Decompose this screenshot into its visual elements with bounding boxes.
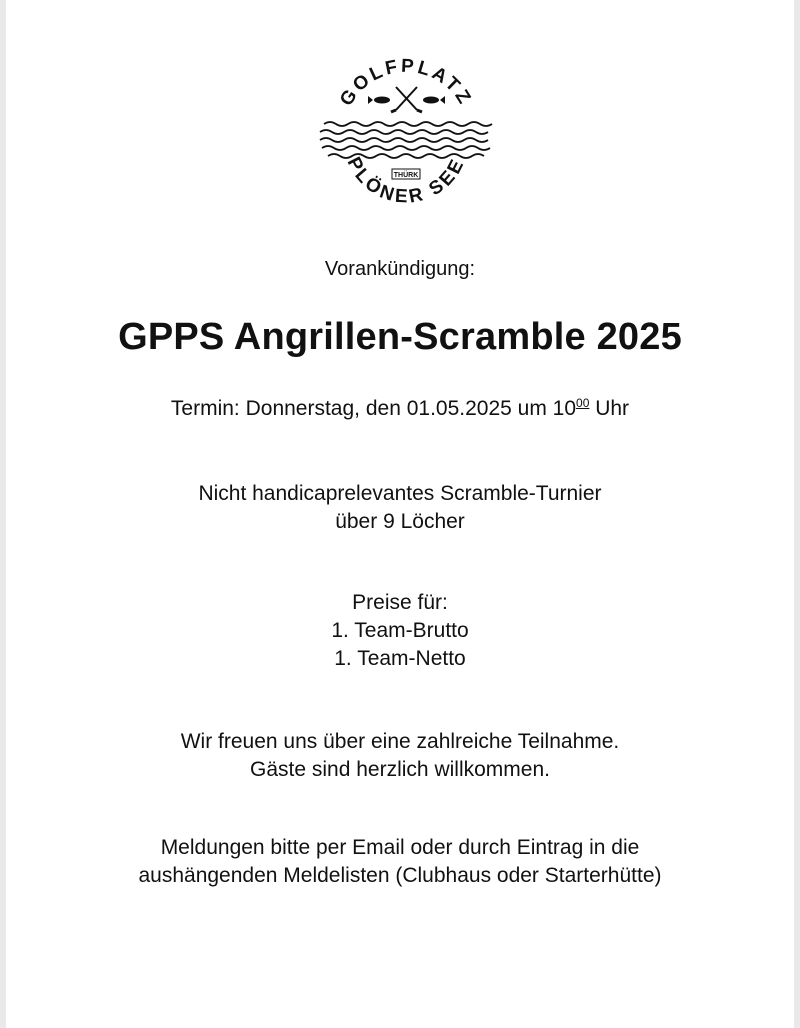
welcome-line: Wir freuen uns über eine zahlreiche Teilnahme.: [180, 730, 620, 753]
logo-bottom-text: PLÖNER SEE: [342, 153, 470, 208]
event-date-minutes: 00: [576, 396, 590, 410]
event-title: GPPS Angrillen-Scramble 2025: [118, 316, 682, 358]
golfplatz-logo: [316, 52, 496, 232]
welcome-message: [6, 728, 794, 784]
description-line: über 9 Löcher: [335, 510, 465, 533]
svg-text:PLÖNER SEE: [343, 154, 470, 208]
pre-title: Vorankündigung:: [324, 258, 476, 280]
event-date-suffix: Uhr: [589, 397, 630, 420]
event-date-main: Termin: Donnerstag, den 01.05.2025 um 10: [170, 397, 577, 420]
logo-badge: [392, 169, 420, 179]
description-line: Nicht handicaprelevantes Scramble-Turnier: [198, 482, 602, 505]
prize-item: 1. Team-Brutto: [331, 619, 469, 642]
logo-top-text: GOLFPLATZ: [336, 55, 476, 110]
signup-instructions: [6, 834, 794, 890]
prizes-section: [6, 589, 794, 673]
svg-text:GOLFPLATZ: [336, 56, 476, 110]
event-date: [6, 396, 794, 421]
golfplatz-logo-graphic: [316, 52, 496, 232]
waves-icon: [320, 122, 492, 158]
welcome-line: Gäste sind herzlich willkommen.: [250, 758, 550, 781]
crossed-clubs-icon: [391, 87, 422, 112]
prizes-heading: Preise für:: [352, 591, 448, 614]
event-description: [6, 480, 794, 536]
signup-line: Meldungen bitte per Email oder durch Eintrag in die: [160, 836, 640, 859]
signup-line: aushängenden Meldelisten (Clubhaus oder Starterhütte): [138, 864, 662, 887]
prize-item: 1. Team-Netto: [334, 647, 466, 670]
flyer-page: [6, 0, 794, 1028]
logo-badge-text: THÜRK: [393, 172, 419, 179]
